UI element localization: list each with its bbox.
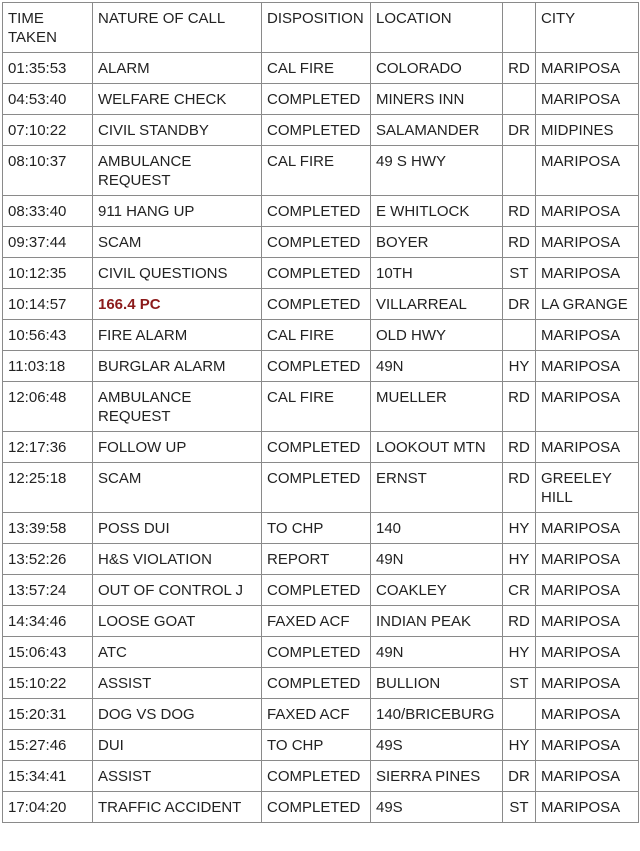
call-log-body [3,53,639,823]
header-time-taken: TIME TAKEN [3,3,93,53]
table-row [3,227,639,258]
cell-street-suffix [503,84,536,115]
cell-disposition: COMPLETED [262,668,371,699]
cell-disposition: REPORT [262,544,371,575]
cell-location: ERNST [371,463,503,513]
cell-location: INDIAN PEAK [371,606,503,637]
cell-nature-of-call: CIVIL QUESTIONS [93,258,262,289]
cell-time: 13:39:58 [3,513,93,544]
table-row [3,668,639,699]
header-row [3,3,639,53]
cell-nature-of-call: ASSIST [93,761,262,792]
table-row [3,761,639,792]
cell-disposition: COMPLETED [262,637,371,668]
cell-city: MARIPOSA [536,575,639,606]
cell-city: MIDPINES [536,115,639,146]
cell-nature-of-call: AMBULANCE REQUEST [93,146,262,196]
cell-time: 04:53:40 [3,84,93,115]
cell-city: LA GRANGE [536,289,639,320]
cell-location: OLD HWY [371,320,503,351]
cell-location: SIERRA PINES [371,761,503,792]
cell-nature-of-call: FIRE ALARM [93,320,262,351]
table-row [3,513,639,544]
cell-street-suffix: DR [503,761,536,792]
table-row [3,146,639,196]
cell-time: 12:06:48 [3,382,93,432]
cell-disposition: COMPLETED [262,761,371,792]
cell-nature-of-call: SCAM [93,227,262,258]
table-row [3,699,639,730]
cell-time: 13:57:24 [3,575,93,606]
table-row [3,84,639,115]
table-row [3,115,639,146]
cell-nature-of-call: POSS DUI [93,513,262,544]
cell-time: 01:35:53 [3,53,93,84]
cell-location: MUELLER [371,382,503,432]
cell-time: 10:12:35 [3,258,93,289]
cell-time: 15:27:46 [3,730,93,761]
cell-time: 08:33:40 [3,196,93,227]
cell-street-suffix: HY [503,544,536,575]
header-nature-of-call: NATURE OF CALL [93,3,262,53]
call-log-table [2,2,639,823]
cell-street-suffix: HY [503,730,536,761]
cell-disposition: TO CHP [262,730,371,761]
cell-city: MARIPOSA [536,351,639,382]
cell-city: MARIPOSA [536,382,639,432]
cell-location: LOOKOUT MTN [371,432,503,463]
table-row [3,792,639,823]
cell-nature-of-call: LOOSE GOAT [93,606,262,637]
table-row [3,351,639,382]
cell-street-suffix: RD [503,382,536,432]
header-location: LOCATION [371,3,503,53]
cell-disposition: TO CHP [262,513,371,544]
cell-city: MARIPOSA [536,699,639,730]
cell-disposition: COMPLETED [262,289,371,320]
cell-city: MARIPOSA [536,544,639,575]
cell-time: 11:03:18 [3,351,93,382]
cell-nature-of-call: ASSIST [93,668,262,699]
cell-street-suffix: RD [503,227,536,258]
cell-location: 140 [371,513,503,544]
cell-city: MARIPOSA [536,227,639,258]
cell-city: MARIPOSA [536,432,639,463]
cell-time: 15:10:22 [3,668,93,699]
cell-city: MARIPOSA [536,513,639,544]
cell-street-suffix: RD [503,432,536,463]
cell-time: 14:34:46 [3,606,93,637]
cell-street-suffix [503,146,536,196]
table-row [3,320,639,351]
table-row [3,196,639,227]
cell-nature-of-call: DOG VS DOG [93,699,262,730]
table-row [3,575,639,606]
cell-time: 09:37:44 [3,227,93,258]
cell-street-suffix [503,320,536,351]
cell-nature-of-call: TRAFFIC ACCIDENT [93,792,262,823]
cell-nature-of-call: DUI [93,730,262,761]
cell-city: MARIPOSA [536,258,639,289]
cell-street-suffix: ST [503,792,536,823]
cell-disposition: COMPLETED [262,84,371,115]
cell-street-suffix: HY [503,513,536,544]
cell-street-suffix: HY [503,637,536,668]
table-row [3,432,639,463]
cell-disposition: COMPLETED [262,351,371,382]
cell-city: MARIPOSA [536,196,639,227]
cell-nature-of-call: ALARM [93,53,262,84]
cell-street-suffix: RD [503,53,536,84]
cell-nature-of-call: 166.4 PC [93,289,262,320]
cell-disposition: COMPLETED [262,463,371,513]
cell-time: 12:17:36 [3,432,93,463]
cell-location: BULLION [371,668,503,699]
cell-city: MARIPOSA [536,668,639,699]
cell-street-suffix: DR [503,289,536,320]
cell-time: 15:06:43 [3,637,93,668]
cell-disposition: CAL FIRE [262,320,371,351]
cell-location: 49N [371,544,503,575]
table-row [3,730,639,761]
table-row [3,637,639,668]
cell-street-suffix: HY [503,351,536,382]
cell-location: 49 S HWY [371,146,503,196]
table-row [3,53,639,84]
cell-nature-of-call: OUT OF CONTROL J [93,575,262,606]
cell-disposition: CAL FIRE [262,53,371,84]
table-row [3,463,639,513]
cell-city: MARIPOSA [536,320,639,351]
cell-city: MARIPOSA [536,761,639,792]
cell-disposition: FAXED ACF [262,606,371,637]
cell-location: COAKLEY [371,575,503,606]
cell-nature-of-call: H&S VIOLATION [93,544,262,575]
cell-disposition: COMPLETED [262,258,371,289]
cell-location: VILLARREAL [371,289,503,320]
cell-disposition: COMPLETED [262,432,371,463]
cell-city: GREELEY HILL [536,463,639,513]
header-disposition: DISPOSITION [262,3,371,53]
cell-street-suffix: RD [503,463,536,513]
cell-disposition: COMPLETED [262,792,371,823]
table-row [3,382,639,432]
cell-time: 08:10:37 [3,146,93,196]
cell-disposition: COMPLETED [262,196,371,227]
cell-time: 17:04:20 [3,792,93,823]
cell-street-suffix: ST [503,258,536,289]
cell-disposition: FAXED ACF [262,699,371,730]
table-row [3,289,639,320]
cell-time: 13:52:26 [3,544,93,575]
cell-location: 140/BRICEBURG [371,699,503,730]
cell-location: 49S [371,730,503,761]
cell-time: 07:10:22 [3,115,93,146]
cell-street-suffix: CR [503,575,536,606]
cell-time: 15:34:41 [3,761,93,792]
cell-nature-of-call: SCAM [93,463,262,513]
cell-street-suffix: ST [503,668,536,699]
cell-disposition: COMPLETED [262,575,371,606]
cell-nature-of-call: CIVIL STANDBY [93,115,262,146]
cell-disposition: CAL FIRE [262,382,371,432]
cell-nature-of-call: WELFARE CHECK [93,84,262,115]
cell-location: 49S [371,792,503,823]
header-street-suffix [503,3,536,53]
cell-street-suffix [503,699,536,730]
cell-nature-of-call: 911 HANG UP [93,196,262,227]
cell-city: MARIPOSA [536,53,639,84]
cell-nature-of-call: AMBULANCE REQUEST [93,382,262,432]
cell-location: 49N [371,351,503,382]
cell-city: MARIPOSA [536,84,639,115]
cell-nature-of-call: ATC [93,637,262,668]
cell-time: 10:56:43 [3,320,93,351]
cell-city: MARIPOSA [536,637,639,668]
cell-disposition: COMPLETED [262,227,371,258]
cell-location: COLORADO [371,53,503,84]
table-row [3,258,639,289]
cell-location: 10TH [371,258,503,289]
cell-street-suffix: RD [503,196,536,227]
cell-time: 10:14:57 [3,289,93,320]
cell-location: E WHITLOCK [371,196,503,227]
cell-city: MARIPOSA [536,146,639,196]
cell-time: 15:20:31 [3,699,93,730]
table-row [3,544,639,575]
cell-location: MINERS INN [371,84,503,115]
cell-street-suffix: RD [503,606,536,637]
cell-street-suffix: DR [503,115,536,146]
cell-location: BOYER [371,227,503,258]
table-row [3,606,639,637]
cell-city: MARIPOSA [536,730,639,761]
cell-city: MARIPOSA [536,606,639,637]
cell-disposition: CAL FIRE [262,146,371,196]
cell-disposition: COMPLETED [262,115,371,146]
cell-city: MARIPOSA [536,792,639,823]
cell-nature-of-call: BURGLAR ALARM [93,351,262,382]
cell-location: SALAMANDER [371,115,503,146]
cell-location: 49N [371,637,503,668]
header-city: CITY [536,3,639,53]
cell-nature-of-call: FOLLOW UP [93,432,262,463]
cell-time: 12:25:18 [3,463,93,513]
